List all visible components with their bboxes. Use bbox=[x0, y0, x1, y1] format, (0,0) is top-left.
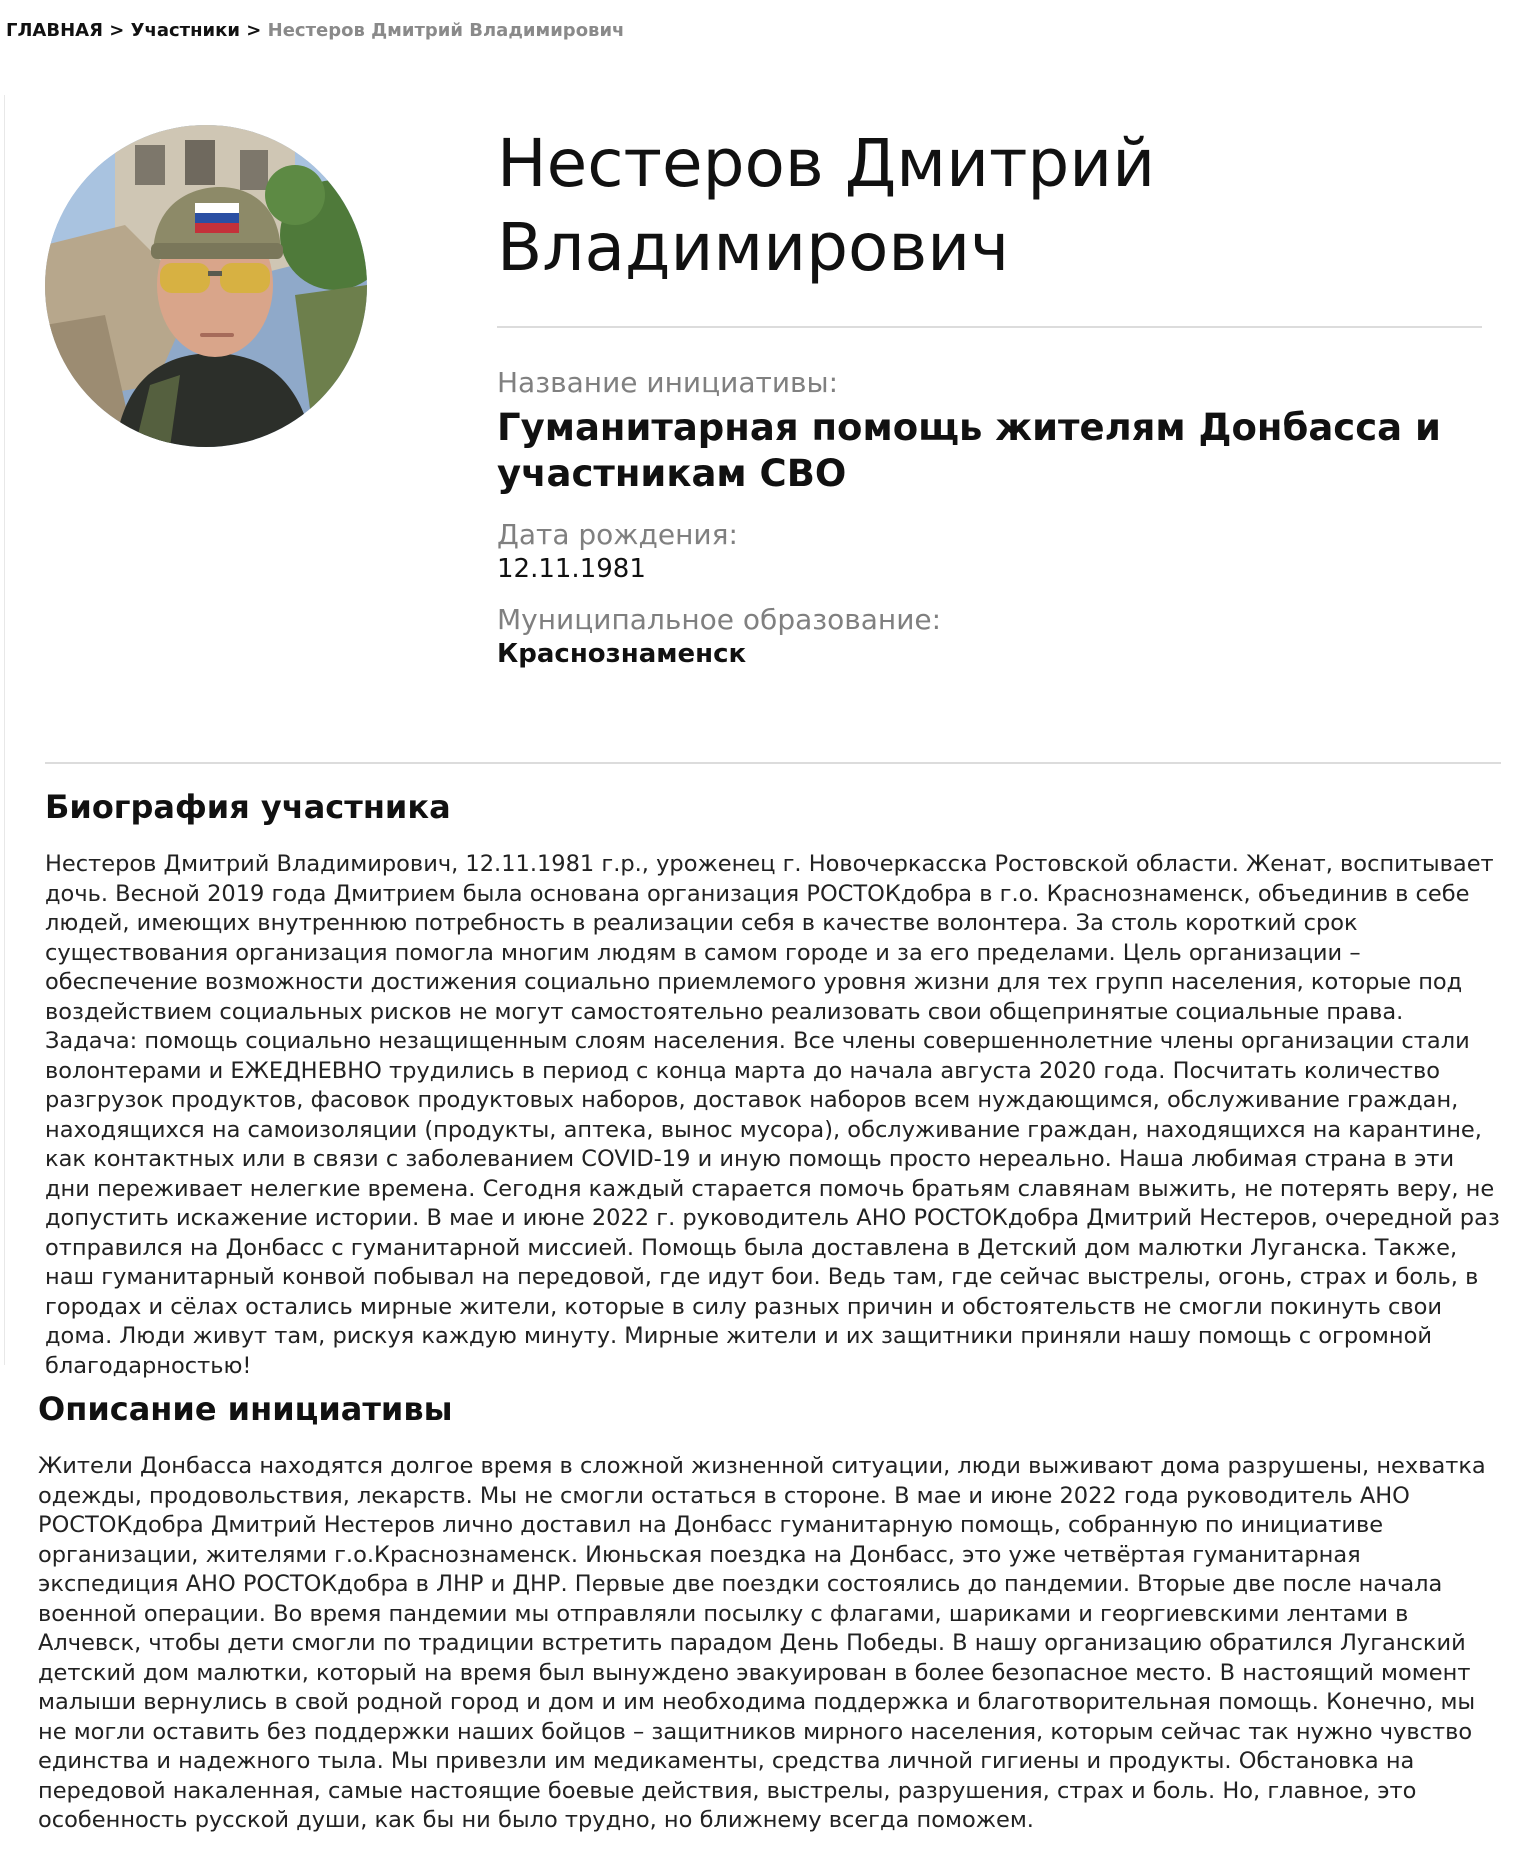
participant-name: Нестеров Дмитрий Владимирович bbox=[497, 125, 1156, 286]
content-border bbox=[4, 95, 5, 1365]
biography-heading: Биография участника bbox=[45, 788, 451, 826]
initiative-title: Гуманитарная помощь жителям Донбасса и участникам СВО bbox=[497, 406, 1441, 495]
breadcrumb-home-link[interactable]: ГЛАВНАЯ bbox=[6, 20, 103, 41]
municipality-label: Муниципальное образование: bbox=[497, 603, 942, 636]
initiative-label: Название инициативы: bbox=[497, 366, 839, 399]
breadcrumb-current: Нестеров Дмитрий Владимирович bbox=[267, 20, 625, 41]
divider bbox=[497, 326, 1482, 328]
avatar bbox=[45, 125, 367, 447]
avatar-photo bbox=[45, 125, 367, 447]
breadcrumb-separator: > bbox=[246, 20, 262, 41]
initiative-description-text: Жители Донбасса находятся долгое время в сложной жизненной ситуации, люди выживают дома разрушены, нехватка одежды, продовольствия, лекарств. Мы не смогли остаться в стороне. В мае и июне 2022 года руководитель АНО РОСТОКдобра Дмитрий Нестеров лично доставил на Донбасс гуманитарную помощь, собранную по инициативе организации, жителями г.о.Краснознаменск. Июньская поездка на Донбасс, это уже четвёртая гуманитарная экспедиция АНО РОСТОКдобра в ЛНР и ДНР. Первые две поездки состоялись до пандемии. Вторые две после начала военной операции. Во время пандемии мы отправляли посылку с флагами, шариками и георгиевскими лентами в Алчевск, чтобы дети смогли по традиции встретить парадом День Победы. В нашу организацию обратился Луганский детский дом малютки, который на время был вынуждено эвакуирован в более безопасное место. В настоящий момент малыши вернулись в свой родной город и дом и им необходима поддержка и благотворительная помощь. Конечно, мы не могли оставить без поддержки наших бойцов – защитников мирного населения, которым сейчас так нужно чувство единства и надежного тыла. Мы привезли им медикаменты, средства личной гигиены и продукты. Обстановка на передовой накаленная, самые настоящие боевые действия, выстрелы, разрушения, страх и боль. Но, главное, это особенность русской души, как бы ни было трудно, но ближнему всегда поможем. bbox=[38, 1453, 1486, 1833]
municipality-value: Краснознаменск bbox=[497, 639, 747, 669]
birth-date-value: 12.11.1981 bbox=[497, 554, 646, 584]
biography-text: Нестеров Дмитрий Владимирович, 12.11.1981 г.р., уроженец г. Новочеркасска Ростовской области. Женат, воспитывает дочь. Весной 2019 года Дмитрием была основана организация РОСТОКдобра в г.о. Краснознаменск, объединив в себе людей, имеющих внутреннюю потребность в реализации себя в качестве волонтера. За столь короткий срок существования организация помогла многим людям в самом городе и за его пределами. Цель организации – обеспечение возможности достижения социально приемлемого уровня жизни для тех групп населения, которые под воздействием социальных рисков не могут самостоятельно реализовать свои общепринятые социальные права. Задача: помощь социально незащищенным слоям населения. Все члены совершеннолетние члены организации стали волонтерами и ЕЖЕДНЕВНО трудились в период с конца марта до начала августа 2020 года. Посчитать количество разгрузок продуктов, фасовок продуктовых наборов, доставок наборов всем нуждающимся, обслуживание граждан, находящихся на самоизоляции (продукты, аптека, вынос мусора), обслуживание граждан, находящихся на карантине, как контактных или в связи с заболеванием COVID-19 и иную помощь просто нереально. Наша любимая страна в эти дни переживает нелегкие времена. Сегодня каждый старается помочь братьям славянам выжить, не потерять веру, не допустить искажение истории. В мае и июне 2022 г. руководитель АНО РОСТОКдобра Дмитрий Нестеров, очередной раз отправился на Донбасс с гуманитарной миссией. Помощь была доставлена в Детский дом малютки Луганска. Также, наш гуманитарный конвой побывал на передовой, где идут бои. Ведь там, где сейчас выстрелы, огонь, страх и боль, в городах и сёлах остались мирные жители, которые в силу разных причин и обстоятельств не смогли покинуть свои дома. Люди живут там, рискуя каждую минуту. Мирные жители и их защитники приняли нашу помощь с огромной благодарностью! bbox=[45, 851, 1500, 1379]
initiative-description-heading: Описание инициативы bbox=[38, 1390, 453, 1428]
breadcrumb-separator: > bbox=[109, 20, 125, 41]
breadcrumb bbox=[6, 20, 624, 41]
breadcrumb-section-link[interactable]: Участники bbox=[130, 20, 240, 41]
divider bbox=[45, 762, 1501, 764]
birth-date-label: Дата рождения: bbox=[497, 518, 738, 551]
